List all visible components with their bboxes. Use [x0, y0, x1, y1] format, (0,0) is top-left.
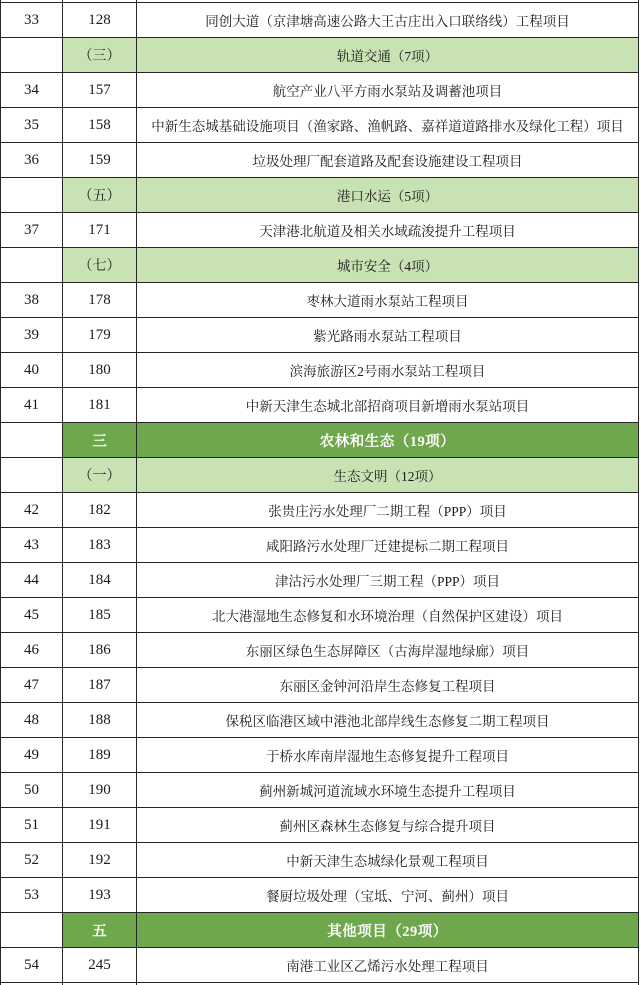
row-number-cell: 52 — [0, 843, 63, 877]
table-row — [0, 773, 639, 808]
row-code-cell: 193 — [63, 878, 137, 912]
row-code-cell: 186 — [63, 633, 137, 667]
table-row — [0, 528, 639, 563]
row-number-cell: 51 — [0, 808, 63, 842]
project-name-cell: 垃圾处理厂配套道路及配套设施建设工程项目 — [137, 143, 639, 177]
row-code-cell: （七） — [63, 248, 137, 282]
table-row — [0, 143, 639, 178]
project-name-cell: 餐厨垃圾处理（宝坻、宁河、蓟州）项目 — [137, 878, 639, 912]
project-name-cell: 蓟州区森林生态修复与综合提升项目 — [137, 808, 639, 842]
row-number-cell — [0, 178, 63, 212]
row-number-cell: 45 — [0, 598, 63, 632]
table-row — [0, 738, 639, 773]
table-row — [0, 633, 639, 668]
section-header-row-light — [0, 458, 639, 493]
row-code-cell: 191 — [63, 808, 137, 842]
table-row — [0, 283, 639, 318]
row-code-cell: 185 — [63, 598, 137, 632]
row-code-cell: （三） — [63, 38, 137, 72]
table-row — [0, 213, 639, 248]
row-number-cell — [0, 38, 63, 72]
row-code-cell: 188 — [63, 703, 137, 737]
project-name-cell: 东丽区金钟河沿岸生态修复工程项目 — [137, 668, 639, 702]
project-name-cell: 滨海旅游区2号雨水泵站工程项目 — [137, 353, 639, 387]
project-name-cell: 城市安全（4项） — [137, 248, 639, 282]
table-row — [0, 108, 639, 143]
row-code-cell: 三 — [63, 423, 137, 457]
table-top-cut-edge — [0, 0, 639, 2]
row-code-cell: 184 — [63, 563, 137, 597]
table-body — [0, 2, 639, 983]
row-number-cell: 42 — [0, 493, 63, 527]
table-row — [0, 703, 639, 738]
project-name-cell: 天津港北航道及相关水域疏浚提升工程项目 — [137, 213, 639, 247]
project-name-cell: 中新天津生态城北部招商项目新增雨水泵站项目 — [137, 388, 639, 422]
row-number-cell — [0, 458, 63, 492]
row-number-cell: 34 — [0, 73, 63, 107]
table-row — [0, 878, 639, 913]
project-name-cell: 轨道交通（7项） — [137, 38, 639, 72]
table-row — [0, 598, 639, 633]
table-row — [0, 318, 639, 353]
row-code-cell: 159 — [63, 143, 137, 177]
project-name-cell: 蓟州新城河道流域水环境生态提升工程项目 — [137, 773, 639, 807]
project-name-cell: 张贵庄污水处理厂二期工程（PPP）项目 — [137, 493, 639, 527]
row-number-cell — [0, 423, 63, 457]
row-code-cell: 181 — [63, 388, 137, 422]
row-number-cell: 47 — [0, 668, 63, 702]
project-name-cell: 于桥水库南岸湿地生态修复提升工程项目 — [137, 738, 639, 772]
project-name-cell: 津沽污水处理厂三期工程（PPP）项目 — [137, 563, 639, 597]
row-number-cell: 36 — [0, 143, 63, 177]
row-number-cell: 44 — [0, 563, 63, 597]
row-code-cell: 157 — [63, 73, 137, 107]
project-name-cell: 生态文明（12项） — [137, 458, 639, 492]
project-name-cell: 农林和生态（19项） — [137, 423, 639, 457]
project-name-cell: 同创大道（京津塘高速公路大王古庄出入口联络线）工程项目 — [137, 3, 639, 37]
row-number-cell: 53 — [0, 878, 63, 912]
row-code-cell: 171 — [63, 213, 137, 247]
row-number-cell: 37 — [0, 213, 63, 247]
project-name-cell: 航空产业八平方雨水泵站及调蓄池项目 — [137, 73, 639, 107]
table-row — [0, 668, 639, 703]
row-number-cell: 38 — [0, 283, 63, 317]
table-row — [0, 563, 639, 598]
row-number-cell: 43 — [0, 528, 63, 562]
row-number-cell: 35 — [0, 108, 63, 142]
row-code-cell: 178 — [63, 283, 137, 317]
project-name-cell: 北大港湿地生态修复和水环境治理（自然保护区建设）项目 — [137, 598, 639, 632]
section-header-row-light — [0, 248, 639, 283]
table-row — [0, 493, 639, 528]
row-number-cell: 48 — [0, 703, 63, 737]
project-name-cell: 咸阳路污水处理厂迁建提标二期工程项目 — [137, 528, 639, 562]
row-code-cell: 192 — [63, 843, 137, 877]
row-number-cell: 50 — [0, 773, 63, 807]
section-header-row-dark — [0, 913, 639, 948]
row-number-cell: 41 — [0, 388, 63, 422]
table-row — [0, 843, 639, 878]
row-number-cell: 49 — [0, 738, 63, 772]
row-code-cell: （一） — [63, 458, 137, 492]
table-row — [0, 948, 639, 983]
row-code-cell: 五 — [63, 913, 137, 947]
project-name-cell: 东丽区绿色生态屏障区（古海岸湿地绿廊）项目 — [137, 633, 639, 667]
row-number-cell — [0, 248, 63, 282]
project-name-cell: 港口水运（5项） — [137, 178, 639, 212]
table-row — [0, 73, 639, 108]
row-code-cell: 245 — [63, 948, 137, 982]
row-code-cell: 128 — [63, 3, 137, 37]
project-name-cell: 南港工业区乙烯污水处理工程项目 — [137, 948, 639, 982]
table-row — [0, 388, 639, 423]
row-number-cell: 46 — [0, 633, 63, 667]
section-header-row-light — [0, 178, 639, 213]
row-code-cell: 158 — [63, 108, 137, 142]
row-number-cell: 33 — [0, 3, 63, 37]
project-name-cell: 其他项目（29项） — [137, 913, 639, 947]
row-code-cell: 183 — [63, 528, 137, 562]
row-code-cell: 187 — [63, 668, 137, 702]
table-row — [0, 353, 639, 388]
row-code-cell: 190 — [63, 773, 137, 807]
project-name-cell: 紫光路雨水泵站工程项目 — [137, 318, 639, 352]
row-code-cell: 179 — [63, 318, 137, 352]
row-code-cell: 180 — [63, 353, 137, 387]
row-number-cell: 40 — [0, 353, 63, 387]
project-name-cell: 中新天津生态城绿化景观工程项目 — [137, 843, 639, 877]
row-code-cell: 189 — [63, 738, 137, 772]
project-name-cell: 保税区临港区域中港池北部岸线生态修复二期工程项目 — [137, 703, 639, 737]
table-row — [0, 3, 639, 38]
project-name-cell: 中新生态城基础设施项目（渔家路、渔帆路、嘉祥道道路排水及绿化工程）项目 — [137, 108, 639, 142]
row-number-cell: 39 — [0, 318, 63, 352]
row-number-cell: 54 — [0, 948, 63, 982]
table-row — [0, 808, 639, 843]
row-code-cell: 182 — [63, 493, 137, 527]
row-code-cell: （五） — [63, 178, 137, 212]
row-number-cell — [0, 913, 63, 947]
section-header-row-light — [0, 38, 639, 73]
section-header-row-dark — [0, 423, 639, 458]
project-name-cell: 枣林大道雨水泵站工程项目 — [137, 283, 639, 317]
